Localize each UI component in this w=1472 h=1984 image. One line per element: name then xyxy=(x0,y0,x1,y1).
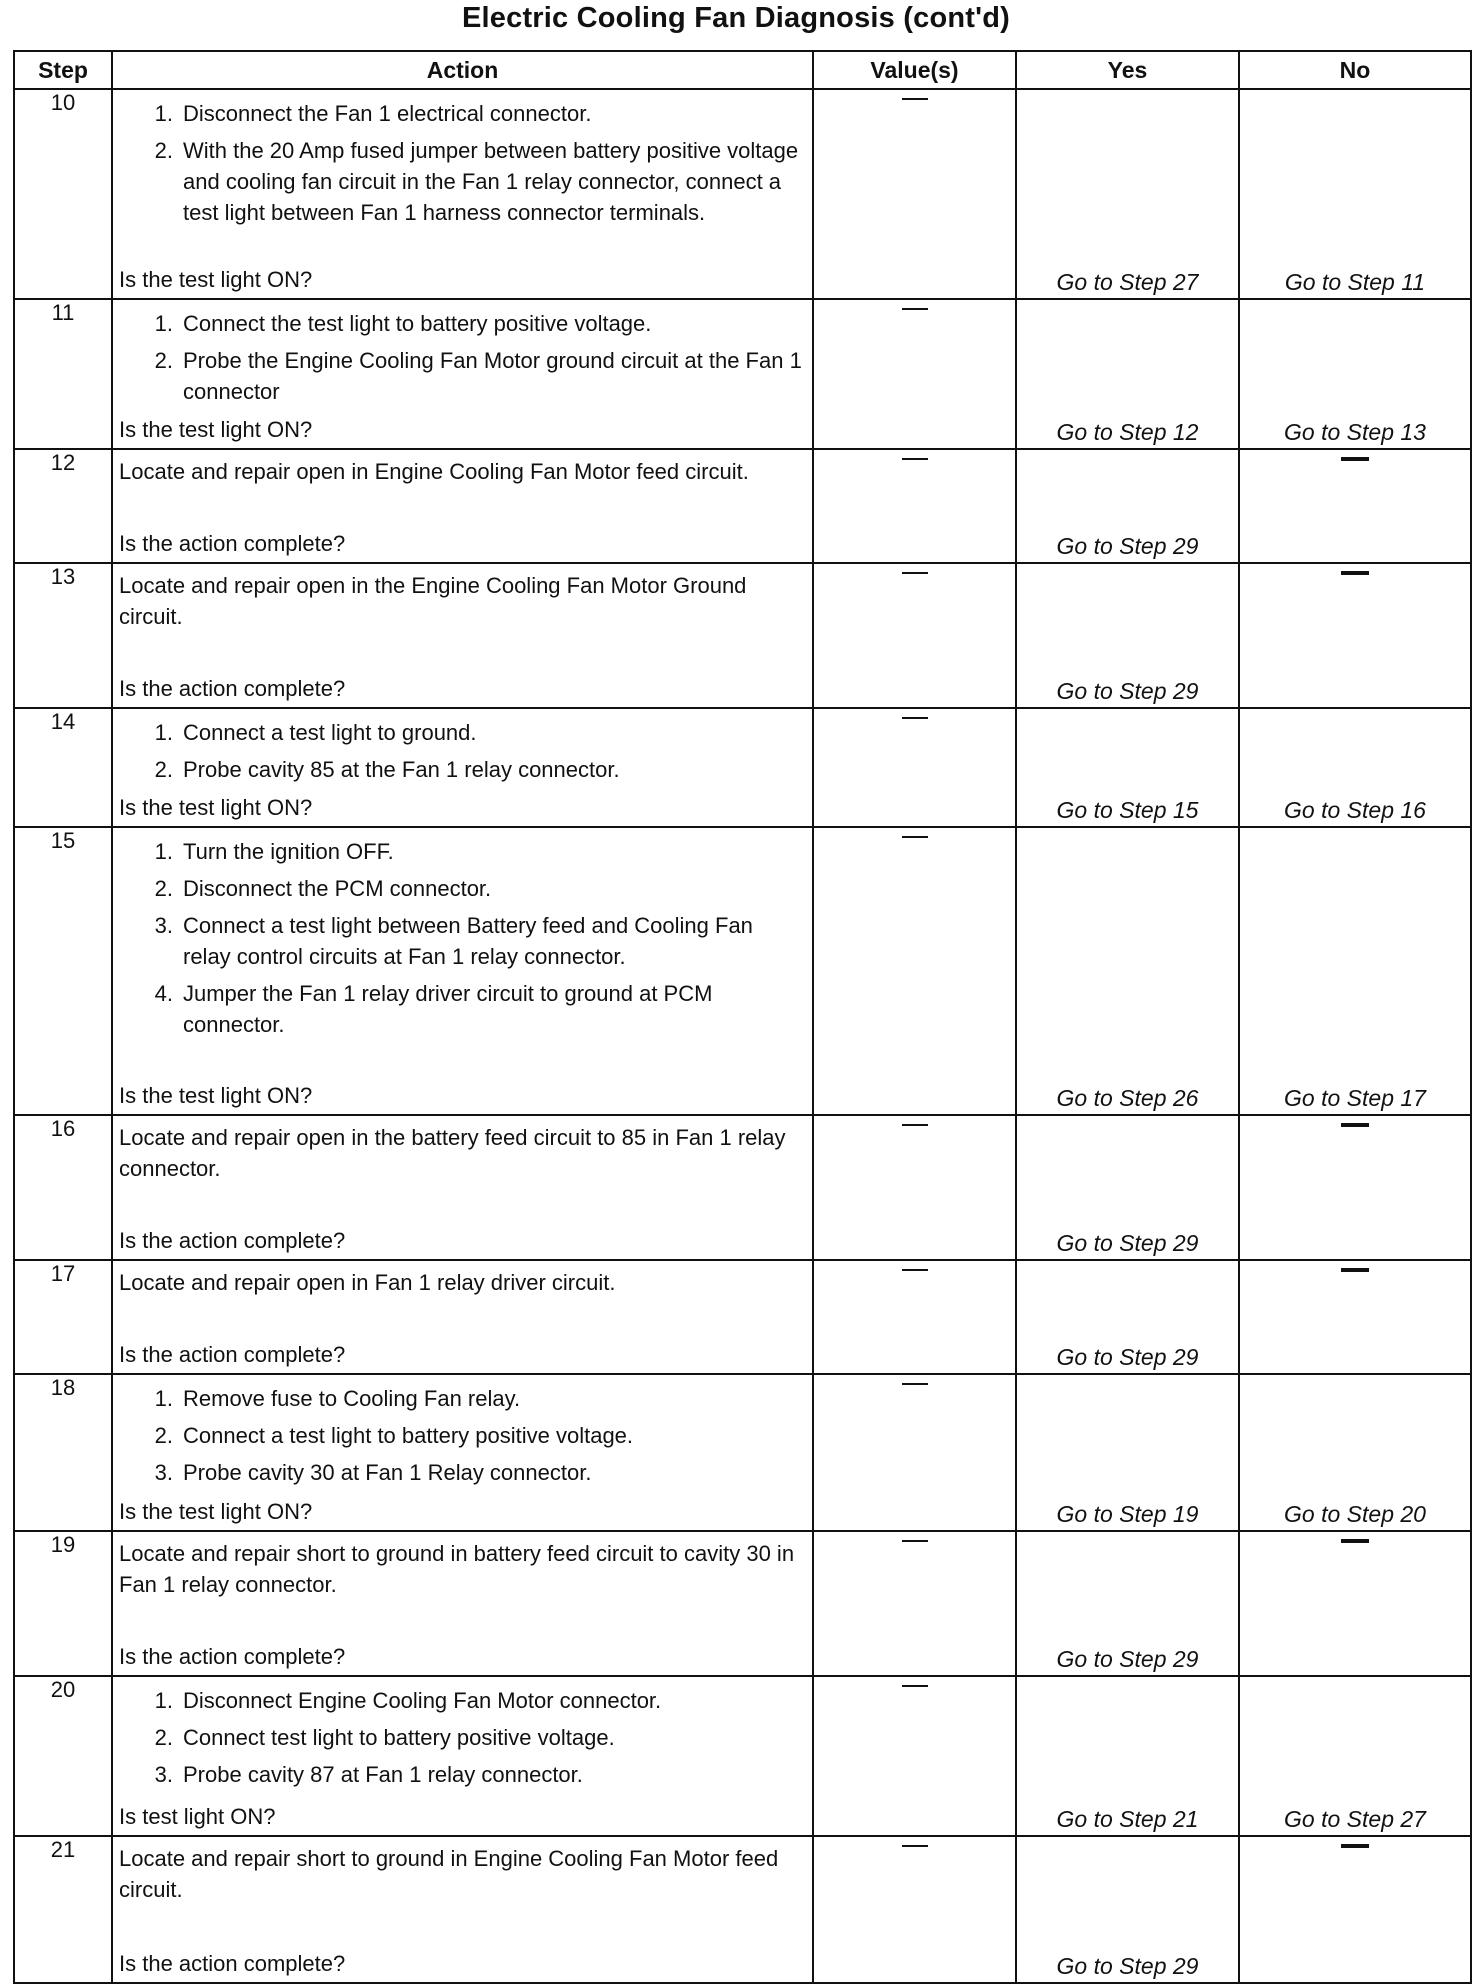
action-step-text: Jumper the Fan 1 relay driver circuit to ground at PCM connector. xyxy=(183,981,713,1037)
action-step xyxy=(154,1383,802,1414)
action-step xyxy=(154,308,802,339)
yes-cell xyxy=(1016,1676,1239,1836)
action-cell xyxy=(112,1836,813,1983)
action-step-text: Remove fuse to Cooling Fan relay. xyxy=(183,1386,521,1411)
value-cell xyxy=(813,827,1016,1115)
action-step xyxy=(154,836,802,867)
no-dash xyxy=(1341,571,1369,575)
no-cell xyxy=(1239,89,1471,299)
action-cell xyxy=(112,449,813,563)
no-cell xyxy=(1239,827,1471,1115)
value-cell xyxy=(813,1260,1016,1374)
action-step-number: 2. xyxy=(154,1423,173,1448)
action-question: Is the test light ON? xyxy=(119,417,313,442)
no-cell xyxy=(1239,1374,1471,1531)
action-cell xyxy=(112,708,813,827)
action-step-text: Connect a test light to ground. xyxy=(183,720,477,745)
step-number: 10 xyxy=(14,89,112,299)
header-step: Step xyxy=(14,51,112,89)
yes-goto: Go to Step 29 xyxy=(1056,1344,1199,1370)
no-cell xyxy=(1239,1531,1471,1676)
yes-cell xyxy=(1016,449,1239,563)
action-step-number: 2. xyxy=(154,348,173,373)
action-step xyxy=(154,717,802,748)
value-dash xyxy=(902,836,928,838)
yes-goto: Go to Step 29 xyxy=(1056,678,1199,704)
header-yes: Yes xyxy=(1016,51,1239,89)
value-cell xyxy=(813,563,1016,708)
table-row xyxy=(14,563,1471,708)
table-row xyxy=(14,1676,1471,1836)
no-cell xyxy=(1239,1676,1471,1836)
action-step xyxy=(154,1685,802,1716)
yes-goto: Go to Step 12 xyxy=(1056,419,1199,445)
action-step-list xyxy=(113,90,812,268)
action-step-number: 1. xyxy=(154,311,173,336)
page-title: Electric Cooling Fan Diagnosis (cont'd) xyxy=(461,2,1010,34)
action-cell xyxy=(112,299,813,449)
step-number: 13 xyxy=(14,563,112,708)
action-cell xyxy=(112,827,813,1115)
value-dash xyxy=(902,717,928,719)
action-step-number: 2. xyxy=(154,757,173,782)
step-number: 12 xyxy=(14,449,112,563)
action-step xyxy=(154,1722,802,1753)
yes-cell xyxy=(1016,563,1239,708)
no-goto: Go to Step 11 xyxy=(1284,269,1426,295)
action-step-text: Probe cavity 87 at Fan 1 relay connector. xyxy=(183,1762,583,1787)
action-cell xyxy=(112,1374,813,1531)
yes-cell xyxy=(1016,1531,1239,1676)
action-cell xyxy=(112,89,813,299)
action-step-number: 1. xyxy=(154,1386,173,1411)
value-dash xyxy=(902,1269,928,1271)
value-cell xyxy=(813,1836,1016,1983)
yes-goto: Go to Step 27 xyxy=(1056,269,1199,295)
action-description: Locate and repair short to ground in battery feed circuit to cavity 30 in Fan 1 relay connector. xyxy=(119,1541,795,1597)
no-dash xyxy=(1341,1268,1369,1272)
action-question: Is the test light ON? xyxy=(119,1083,313,1108)
action-step xyxy=(154,345,802,407)
no-dash xyxy=(1341,457,1369,461)
action-cell xyxy=(112,1115,813,1260)
no-cell xyxy=(1239,1260,1471,1374)
value-cell xyxy=(813,1374,1016,1531)
yes-goto: Go to Step 29 xyxy=(1056,1230,1199,1256)
no-cell xyxy=(1239,449,1471,563)
action-step xyxy=(154,873,802,904)
action-cell xyxy=(112,1676,813,1836)
no-cell xyxy=(1239,563,1471,708)
action-step-text: Turn the ignition OFF. xyxy=(183,839,394,864)
yes-goto: Go to Step 29 xyxy=(1056,1646,1199,1672)
action-step-text: Probe cavity 30 at Fan 1 Relay connector. xyxy=(183,1460,592,1485)
action-step-text: Connect a test light to battery positive voltage. xyxy=(183,1423,634,1448)
yes-goto: Go to Step 29 xyxy=(1056,1953,1199,1979)
table-row xyxy=(14,299,1471,449)
table-row xyxy=(14,1531,1471,1676)
action-step xyxy=(154,135,802,228)
diagnosis-table xyxy=(13,50,1472,1984)
action-step-text: Connect test light to battery positive voltage. xyxy=(183,1725,615,1750)
action-step xyxy=(154,910,802,972)
table-header-row xyxy=(14,51,1471,89)
action-step-number: 1. xyxy=(154,1688,173,1713)
value-dash xyxy=(902,1685,928,1687)
action-step xyxy=(154,98,802,129)
action-step xyxy=(154,754,802,785)
value-cell xyxy=(813,1115,1016,1260)
yes-goto: Go to Step 29 xyxy=(1056,533,1199,559)
action-step-number: 3. xyxy=(154,1460,173,1485)
no-cell xyxy=(1239,708,1471,827)
action-question: Is the action complete? xyxy=(119,531,346,556)
action-step xyxy=(154,978,802,1040)
header-no: No xyxy=(1239,51,1471,89)
no-cell xyxy=(1239,1115,1471,1260)
table-row xyxy=(14,1836,1471,1983)
action-question: Is the action complete? xyxy=(119,1951,346,1976)
action-step-number: 3. xyxy=(154,1762,173,1787)
step-number: 18 xyxy=(14,1374,112,1531)
no-goto: Go to Step 13 xyxy=(1284,419,1426,445)
action-step xyxy=(154,1420,802,1451)
action-question: Is the test light ON? xyxy=(119,1499,313,1524)
action-step-text: Connect the test light to battery positive voltage. xyxy=(183,311,652,336)
yes-cell xyxy=(1016,1836,1239,1983)
step-number: 20 xyxy=(14,1676,112,1836)
no-dash xyxy=(1341,1123,1369,1127)
action-step-number: 1. xyxy=(154,101,173,126)
value-dash xyxy=(902,308,928,310)
value-dash xyxy=(902,1845,928,1847)
step-number: 17 xyxy=(14,1260,112,1374)
value-cell xyxy=(813,1531,1016,1676)
action-description: Locate and repair open in the battery feed circuit to 85 in Fan 1 relay connector. xyxy=(119,1125,786,1181)
no-cell xyxy=(1239,1836,1471,1983)
yes-cell xyxy=(1016,299,1239,449)
table-row xyxy=(14,1260,1471,1374)
action-step xyxy=(154,1457,802,1488)
action-cell xyxy=(112,1531,813,1676)
value-dash xyxy=(902,458,928,460)
action-description: Locate and repair open in Fan 1 relay driver circuit. xyxy=(119,1270,616,1295)
no-dash xyxy=(1341,1844,1369,1848)
step-number: 16 xyxy=(14,1115,112,1260)
step-number: 15 xyxy=(14,827,112,1115)
no-dash xyxy=(1341,1539,1369,1543)
value-dash xyxy=(902,1383,928,1385)
yes-cell xyxy=(1016,1260,1239,1374)
table-row xyxy=(14,449,1471,563)
value-cell xyxy=(813,89,1016,299)
table-row xyxy=(14,1115,1471,1260)
action-step-number: 1. xyxy=(154,839,173,864)
action-question: Is test light ON? xyxy=(119,1804,276,1829)
action-step-text: Disconnect the PCM connector. xyxy=(183,876,492,901)
value-cell xyxy=(813,1676,1016,1836)
action-step-text: Probe cavity 85 at the Fan 1 relay connector. xyxy=(183,757,620,782)
step-number: 21 xyxy=(14,1836,112,1983)
action-step-number: 3. xyxy=(154,913,173,938)
no-goto: Go to Step 27 xyxy=(1284,1806,1426,1832)
no-goto: Go to Step 17 xyxy=(1284,1085,1426,1111)
yes-goto: Go to Step 19 xyxy=(1056,1501,1199,1527)
yes-cell xyxy=(1016,1374,1239,1531)
yes-cell xyxy=(1016,1115,1239,1260)
action-description: Locate and repair open in Engine Cooling Fan Motor feed circuit. xyxy=(119,459,749,484)
action-question: Is the test light ON? xyxy=(119,267,313,292)
action-step-text: Disconnect the Fan 1 electrical connector. xyxy=(183,101,592,126)
step-number: 19 xyxy=(14,1531,112,1676)
header-values: Value(s) xyxy=(813,51,1016,89)
action-description: Locate and repair short to ground in Engine Cooling Fan Motor feed circuit. xyxy=(119,1846,779,1902)
yes-goto: Go to Step 15 xyxy=(1056,797,1199,823)
table-row xyxy=(14,708,1471,827)
action-step xyxy=(154,1759,802,1790)
action-step-number: 2. xyxy=(154,138,173,163)
value-cell xyxy=(813,299,1016,449)
action-step-number: 2. xyxy=(154,1725,173,1750)
action-step-text: Probe the Engine Cooling Fan Motor ground circuit at the Fan 1 connector xyxy=(183,348,802,404)
no-goto: Go to Step 16 xyxy=(1284,797,1426,823)
action-question: Is the test light ON? xyxy=(119,795,313,820)
value-cell xyxy=(813,708,1016,827)
action-step-number: 4. xyxy=(154,981,173,1006)
action-step-text: Connect a test light between Battery feed and Cooling Fan relay control circuits at Fan 1 relay connector. xyxy=(183,913,753,969)
yes-cell xyxy=(1016,89,1239,299)
action-cell xyxy=(112,1260,813,1374)
yes-cell xyxy=(1016,827,1239,1115)
table-row xyxy=(14,1374,1471,1531)
action-step-number: 1. xyxy=(154,720,173,745)
no-goto: Go to Step 20 xyxy=(1284,1501,1426,1527)
action-question: Is the action complete? xyxy=(119,1228,346,1253)
action-step-list xyxy=(113,828,812,1080)
action-description: Locate and repair open in the Engine Cooling Fan Motor Ground circuit. xyxy=(119,573,747,629)
table-row xyxy=(14,89,1471,299)
value-dash xyxy=(902,572,928,574)
action-question: Is the action complete? xyxy=(119,1342,346,1367)
yes-goto: Go to Step 21 xyxy=(1056,1806,1199,1832)
value-dash xyxy=(902,1540,928,1542)
action-step-number: 2. xyxy=(154,876,173,901)
yes-goto: Go to Step 26 xyxy=(1056,1085,1199,1111)
no-cell xyxy=(1239,299,1471,449)
table-row xyxy=(14,827,1471,1115)
value-dash xyxy=(902,98,928,100)
step-number: 11 xyxy=(14,299,112,449)
header-action: Action xyxy=(112,51,813,89)
action-question: Is the action complete? xyxy=(119,676,346,701)
action-step-text: Disconnect Engine Cooling Fan Motor connector. xyxy=(183,1688,662,1713)
value-dash xyxy=(902,1124,928,1126)
yes-cell xyxy=(1016,708,1239,827)
action-cell xyxy=(112,563,813,708)
step-number: 14 xyxy=(14,708,112,827)
action-question: Is the action complete? xyxy=(119,1644,346,1669)
value-cell xyxy=(813,449,1016,563)
action-step-text: With the 20 Amp fused jumper between battery positive voltage and cooling fan circuit in the Fan 1 relay connector, connect a test light between Fan 1 harness connector terminals. xyxy=(183,138,799,225)
